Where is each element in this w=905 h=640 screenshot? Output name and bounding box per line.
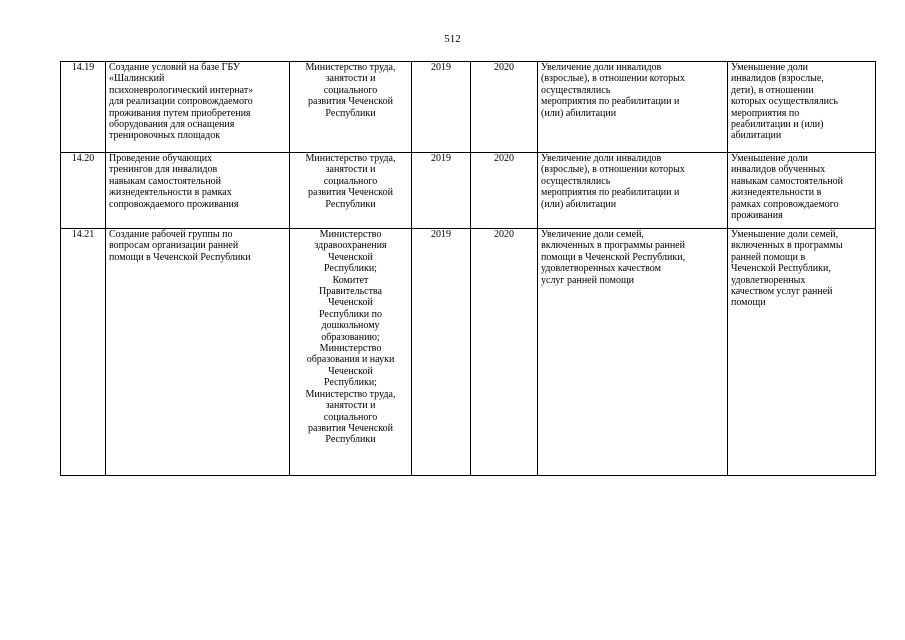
text-line: жизнедеятельности в рамках xyxy=(109,187,232,199)
text-line: инвалидов (взрослые, xyxy=(731,73,824,85)
text-line: инвалидов обученных xyxy=(731,164,826,176)
text-line: Уменьшение доли xyxy=(731,62,808,73)
text-line: Чеченской Республики, xyxy=(731,263,831,275)
text-line: (или) абилитации xyxy=(541,107,617,119)
text-line: Создание рабочей группы по xyxy=(109,229,233,240)
text-line: (или) абилитации xyxy=(541,198,617,210)
text-line: качеством услуг ранней xyxy=(731,286,833,298)
text-line: удовлетворенных качеством xyxy=(541,263,661,275)
text-line: социального xyxy=(323,411,378,423)
row-number-cell: 14.21 xyxy=(61,229,106,476)
text-line: осуществлялись xyxy=(541,84,611,96)
expected-result-cell xyxy=(538,62,728,153)
page-number: 512 xyxy=(444,33,461,45)
text-line: навыкам самостоятельной xyxy=(109,175,221,187)
text-line: помощи в Чеченской Республики, xyxy=(541,251,686,263)
end-year-cell: 2020 xyxy=(471,62,538,153)
expected-result-cell xyxy=(538,229,728,476)
text-line: помощи xyxy=(731,297,766,309)
text-line: Республики по xyxy=(318,308,383,320)
executor-cell xyxy=(290,153,412,229)
text-line: услуг ранней помощи xyxy=(541,274,635,286)
consequence-cell xyxy=(728,62,876,153)
start-year-cell: 2019 xyxy=(412,62,471,153)
text-line: рамках сопровождаемого xyxy=(731,198,839,210)
text-line: занятости и xyxy=(325,73,376,85)
text-line: занятости и xyxy=(325,164,376,176)
measure-description-cell xyxy=(106,62,290,153)
consequence-cell xyxy=(728,153,876,229)
measure-description-cell xyxy=(106,229,290,476)
text-line: мероприятия по xyxy=(731,107,800,119)
text-line: Чеченской xyxy=(328,297,373,309)
text-line: Министерство xyxy=(319,343,382,355)
text-line: навыкам самостоятельной xyxy=(731,175,843,187)
text-line: образования и науки xyxy=(306,354,395,366)
text-line: Уменьшение доли xyxy=(731,153,808,164)
text-line: включенных в программы xyxy=(731,240,843,252)
text-line: ранней помощи в xyxy=(731,251,806,263)
text-line: развития Чеченской xyxy=(308,96,393,108)
text-line: Увеличение доли семей, xyxy=(541,229,644,240)
end-year-cell: 2020 xyxy=(471,153,538,229)
text-line: развития Чеченской xyxy=(308,187,393,199)
text-line: дошкольному xyxy=(321,320,380,332)
text-line: Чеченской xyxy=(328,365,373,377)
text-line: Уменьшение доли семей, xyxy=(731,229,839,240)
executor-cell xyxy=(290,62,412,153)
text-line: включенных в программы ранней xyxy=(541,240,685,252)
text-line: проживания путем приобретения xyxy=(109,107,251,119)
text-line: проживания xyxy=(731,210,783,222)
text-line: Министерство труда, xyxy=(305,388,396,400)
text-line: мероприятия по реабилитации и xyxy=(541,96,680,108)
row-number-cell: 14.20 xyxy=(61,153,106,229)
text-line: образованию; xyxy=(321,331,380,343)
text-line: удовлетворенных xyxy=(731,274,806,286)
text-line: Республики; xyxy=(324,377,377,389)
text-line: мероприятия по реабилитации и xyxy=(541,187,680,199)
text-line: Министерство труда, xyxy=(305,153,396,164)
text-line: (взрослые), в отношении которых xyxy=(541,164,685,176)
text-line: помощи в Чеченской Республики xyxy=(109,251,251,263)
text-line: занятости и xyxy=(325,400,376,412)
table-row xyxy=(61,153,876,229)
text-line: Проведение обучающих xyxy=(109,153,213,164)
text-line: (взрослые), в отношении которых xyxy=(541,73,685,85)
table-row xyxy=(61,62,876,153)
text-line: Республики xyxy=(325,198,376,210)
text-line: которых осуществлялись xyxy=(731,96,838,108)
text-line: сопровождаемого проживания xyxy=(109,198,239,210)
expected-result-cell xyxy=(538,153,728,229)
start-year-cell: 2019 xyxy=(412,229,471,476)
text-line: социального xyxy=(323,84,378,96)
text-line: Правительства xyxy=(319,286,382,298)
measures-table xyxy=(60,61,876,476)
executor-cell xyxy=(290,229,412,476)
consequence-cell xyxy=(728,229,876,476)
text-line: Комитет xyxy=(332,274,369,286)
text-line: «Шалинский xyxy=(109,73,165,85)
text-line: развития Чеченской xyxy=(308,422,393,434)
text-line: осуществлялись xyxy=(541,175,611,187)
text-line: Чеченской xyxy=(328,251,373,263)
text-line: вопросам организации ранней xyxy=(109,240,239,252)
text-line: Создание условий на базе ГБУ xyxy=(109,62,240,73)
text-line: тренингов для инвалидов xyxy=(109,164,218,176)
text-line: Республики xyxy=(325,107,376,119)
text-line: жизнедеятельности в xyxy=(731,187,822,199)
row-number-cell: 14.19 xyxy=(61,62,106,153)
text-line: оборудования для оснащения xyxy=(109,119,235,131)
text-line: Республики xyxy=(325,434,376,446)
text-line: Увеличение доли инвалидов xyxy=(541,153,662,164)
text-line: реабилитации и (или) xyxy=(731,119,824,131)
text-line: психоневрологический интернат» xyxy=(109,84,254,96)
table-body xyxy=(61,62,876,476)
text-line: Увеличение доли инвалидов xyxy=(541,62,662,73)
measure-description-cell xyxy=(106,153,290,229)
text-line: Министерство xyxy=(319,229,382,240)
text-line: для реализации сопровождаемого xyxy=(109,96,253,108)
end-year-cell: 2020 xyxy=(471,229,538,476)
table-row xyxy=(61,229,876,476)
text-line: здравоохранения xyxy=(314,240,387,252)
text-line: социального xyxy=(323,175,378,187)
text-line: Республики; xyxy=(324,263,377,275)
text-line: абилитации xyxy=(731,130,782,142)
text-line: дети), в отношении xyxy=(731,84,814,96)
text-line: тренировочных площадок xyxy=(109,130,221,142)
start-year-cell: 2019 xyxy=(412,153,471,229)
text-line: Министерство труда, xyxy=(305,62,396,73)
